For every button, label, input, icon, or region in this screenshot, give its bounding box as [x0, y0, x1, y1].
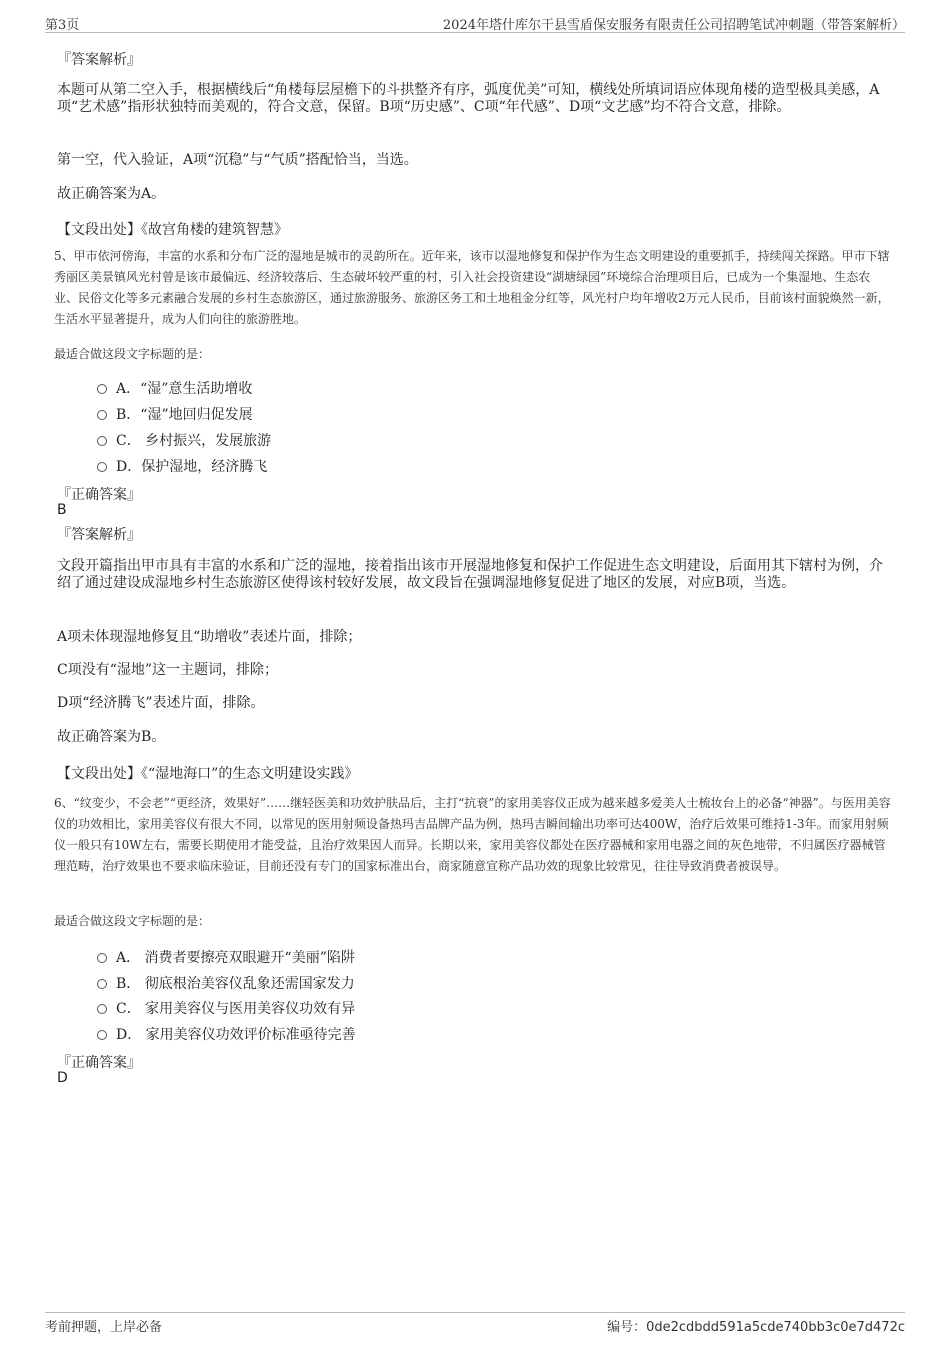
option-label: B． 彻底根治美容仪乱象还需国家发力 [116, 976, 355, 992]
footer-slogan: 考前押题，上岸必备 [45, 1320, 163, 1335]
option-b[interactable] [97, 973, 355, 993]
question-6-text: 6、“纹变少，不会老”“更经济，效果好”……继轻医美和功效护肤品后，主打“抗衰”的家用美容仪正成为越来越多爱美人士梳妆台上的必备“神器”。与医用美容仪的功效相比，家用美容仪有很大不同，以常见的医用射频设备热玛吉品牌产品为例，热玛吉瞬间输出功率可达400W，治疗后效果可维持1-3年。而家用射频仪一般只有10W左右，需要长期使用才能受益，且治疗效果因人而异。长期以来，家用美容仪都处在医疗器械和家用电器之间的灰色地带，不归属医疗器械管理范畴，治疗效果也不要求临床验证，目前还没有专门的国家标准出台，商家随意宣称产品功效的现象比较常见，往往导致消费者被误导。 [54, 796, 891, 873]
option-b[interactable] [97, 404, 253, 424]
option-d[interactable] [97, 456, 267, 476]
option-d[interactable] [97, 1024, 356, 1044]
radio-icon[interactable] [97, 1004, 107, 1014]
correct-answer: B [57, 502, 67, 518]
option-c[interactable] [97, 998, 355, 1018]
analysis-paragraph: A项未体现湿地修复且“助增收”表述片面，排除； [57, 629, 362, 645]
option-label: D． 家用美容仪功效评价标准亟待完善 [116, 1027, 356, 1043]
question-5-text: 5、甲市依河傍海，丰富的水系和分布广泛的湿地是城市的灵韵所在。近年来，该市以湿地修复和保护作为生态文明建设的重要抓手，持续闯关探路。甲市下辖秀丽区美景镇风光村曾是该市最偏远、经济较落后、生态破坏较严重的村，引入社会投资建设“湖塘绿园”环境综合治理项目后，已成为一个集湿地、生态农业、民俗文化等多元素融合发展的乡村生态旅游区，通过旅游服务、旅游区务工和土地租金分红等，风光村户均年增收2万元人民币，目前该村面貌焕然一新，生活水平显著提升，成为人们向往的旅游胜地。 [54, 249, 890, 326]
option-label: C． 乡村振兴，发展旅游 [116, 433, 272, 449]
option-a[interactable] [97, 378, 252, 398]
radio-icon[interactable] [97, 953, 107, 963]
document-code-label: 编号： [607, 1320, 647, 1335]
option-label: D．保护湿地，经济腾飞 [116, 459, 268, 475]
option-c[interactable] [97, 430, 271, 450]
radio-icon[interactable] [97, 384, 107, 394]
document-code-value: 0de2cdbdd591a5cde740bb3c0e7d472c [646, 1320, 905, 1335]
radio-icon[interactable] [97, 436, 107, 446]
radio-icon[interactable] [97, 410, 107, 420]
analysis-paragraph: D项“经济腾飞”表述片面，排除。 [57, 695, 265, 711]
analysis-label: 『答案解析』 [57, 52, 141, 68]
option-a[interactable] [97, 947, 355, 967]
correct-answer-label: 『正确答案』 [57, 1055, 141, 1071]
page-header [45, 14, 905, 33]
source-citation: 【文段出处】《故宫角楼的建筑智慧》 [57, 222, 288, 238]
option-label: A． 消费者要擦亮双眼避开“美丽”陷阱 [116, 950, 355, 966]
document-title: 2024年塔什库尔干县雪盾保安服务有限责任公司招聘笔试冲刺题（带答案解析） [442, 18, 905, 33]
analysis-paragraph: 第一空，代入验证，A项“沉稳”与“气质”搭配恰当，当选。 [57, 152, 418, 168]
correct-answer-label: 『正确答案』 [57, 487, 141, 503]
question-5-prompt: 最适合做这段文字标题的是： [54, 347, 211, 361]
option-label: C． 家用美容仪与医用美容仪功效有异 [116, 1001, 356, 1017]
radio-icon[interactable] [97, 979, 107, 989]
analysis-label: 『答案解析』 [57, 527, 141, 543]
analysis-paragraph: 本题可从第二空入手，根据横线后“角楼每层屋檐下的斗拱整齐有序，弧度优美”可知，横线处所填词语应体现角楼的造型极具美感，A项“艺术感”指形状独特而美观的，符合文意，保留。B项“历史感”、C项“年代感”、D项“文艺感”均不符合文意，排除。 [57, 82, 880, 115]
correct-answer: D [57, 1070, 68, 1086]
radio-icon[interactable] [97, 1030, 107, 1040]
question-6-prompt: 最适合做这段文字标题的是： [54, 914, 211, 928]
source-citation: 【文段出处】《“湿地海口”的生态文明建设实践》 [57, 766, 359, 782]
document-code [607, 1316, 905, 1335]
analysis-paragraph: C项没有“湿地”这一主题词，排除； [57, 662, 279, 678]
option-label: B．“湿”地回归促发展 [116, 407, 253, 423]
analysis-paragraph: 文段开篇指出甲市具有丰富的水系和广泛的湿地，接着指出该市开展湿地修复和保护工作促进生态文明建设，后面用其下辖村为例，介绍了通过建设成湿地乡村生态旅游区使得该村较好发展，故文段旨在强调湿地修复促进了地区的发展，对应B项，当选。 [57, 558, 883, 591]
answer-conclusion: 故正确答案为B。 [57, 729, 166, 745]
page-number: 第3页 [45, 18, 80, 33]
page-footer [45, 1312, 905, 1336]
answer-conclusion: 故正确答案为A。 [57, 186, 166, 202]
option-label: A．“湿”意生活助增收 [116, 381, 253, 397]
radio-icon[interactable] [97, 462, 107, 472]
